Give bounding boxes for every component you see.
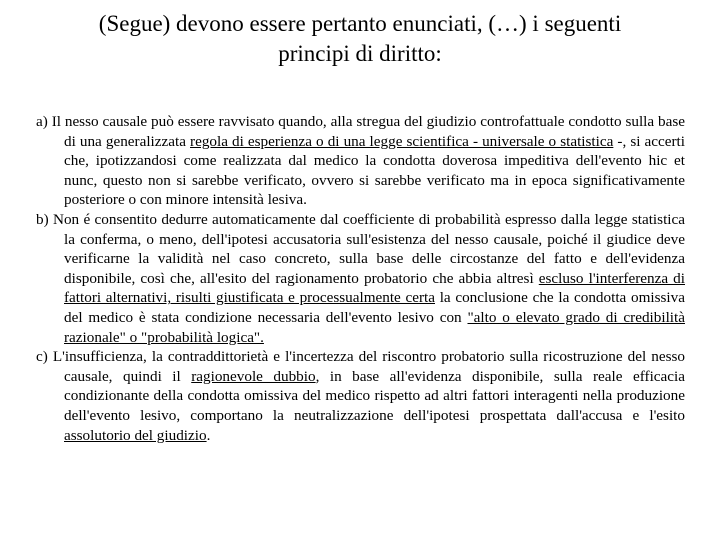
item-text: L'insufficienza, la contraddittorietà e l'incertezza del riscontro probatorio sulla ricostruzione del nesso causale, quindi il	[47, 348, 685, 385]
item-text: .	[206, 426, 211, 444]
underlined-text: "alto o elevato grado di credibilità razionale" o "probabilità logica".	[64, 308, 685, 346]
underlined-text: ragionevole dubbio	[191, 367, 316, 385]
principle-a	[36, 112, 685, 210]
item-label: a)	[36, 113, 48, 130]
item-label: c)	[36, 348, 48, 366]
item-text: , in base all'evidenza disponibile, sulla reale efficacia condizionante della condotta omissiva del medico rispetto ad altri fattori interagenti nella produzione dell'evento lesivo, comportano la neutralizzazione dell'ipotesi prospettata dall'accusa e l'esito	[64, 367, 685, 424]
principle-c	[36, 347, 685, 445]
item-text: -, si accerti che, ipotizzandosi come realizzata dal medico la condotta doverosa impeditiva dell'evento hic et nunc, questo non si sarebbe verificato, ovvero si sarebbe verificato ma in epoca significativamente posteriore o con minore intensità lesiva.	[64, 132, 685, 209]
item-text: Il nesso causale può essere ravvisato quando, alla stregua del giudizio controfattuale condotto sulla base di una generalizzata	[47, 113, 685, 150]
underlined-text: regola di esperienza o di una legge scientifica - universale o statistica	[190, 132, 614, 150]
principle-b	[36, 210, 685, 347]
underlined-text: escluso l'interferenza di fattori alternativi, risulti giustificata e processualmente certa	[64, 269, 685, 307]
item-label: b)	[36, 210, 49, 228]
item-text: la conclusione che la condotta omissiva del medico è stata condizione necessaria dell'evento lesivo con	[64, 289, 685, 326]
title-line-2: principi di diritto:	[278, 41, 442, 66]
item-text: Non é consentito dedurre automaticamente dal coefficiente di probabilità espresso dalla legge statistica la conferma, o meno, dell'ipotesi accusatoria sull'esistenza del nesso causale, poiché il giudice deve verificarne la validità nel caso concreto, sulla base delle circostanze del fatto e dell'evidenza disponibile, così che, all'esito del ragionamento probatorio che abbia altresì	[48, 210, 685, 287]
slide-title	[40, 9, 680, 69]
title-line-1: (Segue) devono essere pertanto enunciati, (…) i seguenti	[98, 11, 622, 36]
underlined-text: assolutorio del giudizio	[64, 426, 207, 444]
principles-list	[36, 112, 685, 445]
